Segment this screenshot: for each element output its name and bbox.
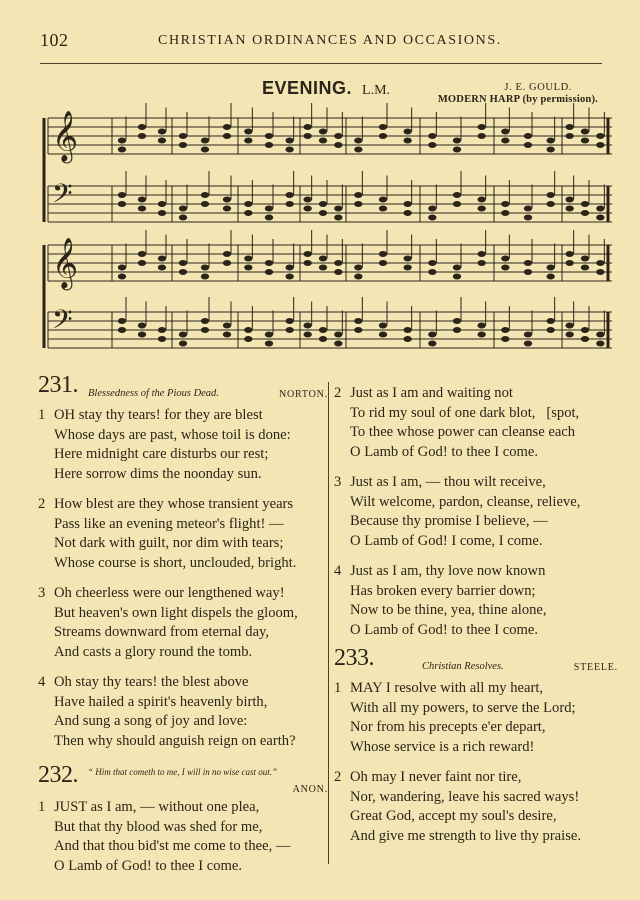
- stanza-number: 1: [38, 407, 46, 423]
- stanza: [334, 679, 624, 757]
- note-head: [303, 332, 311, 338]
- note-head: [428, 142, 436, 148]
- note-head: [524, 341, 532, 347]
- note-head: [596, 260, 604, 266]
- note-head: [285, 147, 293, 153]
- note-head: [428, 206, 436, 212]
- note-head: [179, 341, 187, 347]
- left-column: [38, 372, 328, 887]
- note-head: [244, 138, 252, 144]
- note-head: [244, 129, 252, 135]
- note-head: [354, 147, 362, 153]
- verse-line: [38, 673, 328, 693]
- note-head: [285, 138, 293, 144]
- note-head: [477, 332, 485, 338]
- note-head: [138, 323, 146, 329]
- note-head: [546, 327, 554, 333]
- hymn-title: “ Him that cometh to me, I will in no wise cast out.”: [88, 767, 277, 777]
- note-head: [403, 327, 411, 333]
- note-head: [428, 341, 436, 347]
- note-head: [453, 274, 461, 280]
- stanza: [334, 473, 624, 551]
- note-head: [244, 201, 252, 207]
- note-head: [158, 138, 166, 144]
- note-head: [223, 251, 231, 257]
- note-head: [565, 251, 573, 257]
- verse-line: And casts a glory round the tomb.: [54, 643, 253, 660]
- note-head: [546, 201, 554, 207]
- verse-text: Oh cheerless were our lengthened way!: [54, 585, 285, 601]
- note-head: [565, 323, 573, 329]
- verse-line: O Lamb of God! to thee I come.: [350, 443, 539, 460]
- hymn-heading: [38, 372, 328, 406]
- note-head: [334, 215, 342, 221]
- verse-line: And that thou bid'st me come to thee, —: [54, 838, 291, 854]
- hymn-232-continued: [334, 384, 624, 640]
- note-head: [334, 260, 342, 266]
- verse-text: Oh stay thy tears! the blest above: [54, 674, 249, 690]
- note-head: [265, 215, 273, 221]
- verse-line: And give me strength to live thy praise.: [350, 827, 582, 844]
- note-head: [501, 327, 509, 333]
- stanza: [334, 562, 624, 640]
- note-head: [319, 210, 327, 216]
- note-head: [477, 197, 485, 203]
- note-head: [501, 129, 509, 135]
- note-head: [501, 336, 509, 342]
- hymn-title: Blessedness of the Pious Dead.: [88, 388, 219, 399]
- note-head: [565, 124, 573, 130]
- note-head: [265, 142, 273, 148]
- stanza: [38, 406, 328, 484]
- hymn-233: [334, 645, 624, 846]
- note-head: [477, 133, 485, 139]
- note-head: [379, 124, 387, 130]
- note-head: [201, 318, 209, 324]
- note-head: [428, 133, 436, 139]
- note-head: [428, 215, 436, 221]
- verse-line: [334, 473, 624, 493]
- note-head: [354, 192, 362, 198]
- note-head: [223, 260, 231, 266]
- note-head: [354, 274, 362, 280]
- note-head: [565, 332, 573, 338]
- note-head: [334, 341, 342, 347]
- verse-line: Whose days are past, whose toil is done:: [54, 426, 291, 443]
- verse-line: [334, 768, 624, 788]
- stanza: [38, 495, 328, 573]
- note-head: [223, 323, 231, 329]
- verse-text: MAY I resolve with all my heart,: [350, 680, 544, 696]
- tune-composer: J. E. GOULD.: [504, 82, 572, 93]
- note-head: [581, 201, 589, 207]
- note-head: [581, 210, 589, 216]
- verse-line: [334, 384, 624, 404]
- note-head: [244, 256, 252, 262]
- note-head: [581, 129, 589, 135]
- stanza-number: 1: [334, 680, 342, 696]
- note-head: [223, 124, 231, 130]
- note-head: [118, 147, 126, 153]
- stanza: [38, 673, 328, 751]
- note-head: [581, 256, 589, 262]
- note-head: [118, 318, 126, 324]
- verse-line: O Lamb of God! I come, I come.: [350, 532, 543, 549]
- note-head: [303, 323, 311, 329]
- note-head: [303, 124, 311, 130]
- note-head: [244, 327, 252, 333]
- verse-line: [38, 406, 328, 426]
- note-head: [138, 124, 146, 130]
- note-head: [201, 274, 209, 280]
- note-head: [524, 215, 532, 221]
- note-head: [477, 124, 485, 130]
- stanza: [334, 768, 624, 846]
- tune-meter: L.M.: [362, 83, 391, 98]
- note-head: [453, 318, 461, 324]
- note-head: [379, 251, 387, 257]
- note-head: [244, 336, 252, 342]
- stanza-number: 1: [38, 799, 46, 815]
- note-head: [138, 251, 146, 257]
- note-head: [596, 341, 604, 347]
- verse-line: But heaven's own light dispels the gloom,: [54, 604, 298, 621]
- bass-clef: 𝄢: [52, 177, 73, 216]
- note-head: [201, 201, 209, 207]
- verse-line: Because thy promise I believe, —: [350, 513, 548, 529]
- note-head: [501, 210, 509, 216]
- note-head: [354, 318, 362, 324]
- note-head: [201, 327, 209, 333]
- note-head: [265, 269, 273, 275]
- verse-line: Then why should anguish reign on earth?: [54, 732, 296, 749]
- note-head: [265, 260, 273, 266]
- note-head: [524, 133, 532, 139]
- verse-line: But that thy blood was shed for me,: [54, 818, 263, 835]
- note-head: [223, 133, 231, 139]
- note-head: [138, 206, 146, 212]
- note-head: [319, 256, 327, 262]
- note-head: [379, 260, 387, 266]
- stanza: [38, 798, 328, 876]
- hymn-heading: [334, 645, 624, 679]
- note-head: [477, 251, 485, 257]
- note-head: [565, 197, 573, 203]
- note-head: [403, 210, 411, 216]
- note-head: [303, 251, 311, 257]
- note-head: [546, 147, 554, 153]
- stanza-number: 3: [334, 474, 342, 490]
- verse-line: [334, 562, 624, 582]
- note-head: [118, 265, 126, 271]
- note-head: [403, 201, 411, 207]
- hymn-title: Christian Resolves.: [422, 661, 504, 672]
- note-head: [179, 332, 187, 338]
- note-head: [546, 274, 554, 280]
- verse-line: And sung a song of joy and love:: [54, 713, 248, 729]
- note-head: [118, 274, 126, 280]
- note-head: [596, 269, 604, 275]
- hymn-232: [38, 762, 328, 876]
- note-head: [403, 336, 411, 342]
- note-head: [201, 265, 209, 271]
- note-head: [158, 327, 166, 333]
- note-head: [596, 142, 604, 148]
- note-head: [596, 215, 604, 221]
- note-head: [354, 138, 362, 144]
- note-head: [334, 269, 342, 275]
- note-head: [501, 265, 509, 271]
- note-head: [453, 201, 461, 207]
- verse-text: JUST as I am, — without one plea,: [54, 799, 260, 815]
- note-head: [244, 210, 252, 216]
- stanza: [38, 584, 328, 662]
- note-head: [477, 260, 485, 266]
- note-head: [354, 201, 362, 207]
- verse-line: Here midnight care disturbs our rest;: [54, 446, 269, 462]
- note-head: [285, 327, 293, 333]
- note-head: [118, 327, 126, 333]
- note-head: [428, 269, 436, 275]
- column-divider: [328, 382, 329, 864]
- note-head: [403, 129, 411, 135]
- verse-line: [38, 798, 328, 818]
- note-head: [158, 256, 166, 262]
- hymn-author: STEELE.: [573, 662, 618, 673]
- note-head: [303, 206, 311, 212]
- note-head: [403, 138, 411, 144]
- note-head: [285, 192, 293, 198]
- note-head: [265, 133, 273, 139]
- verse-line: With all my powers, to serve the Lord;: [350, 699, 576, 716]
- verse-text: OH stay thy tears! for they are blest: [54, 407, 263, 423]
- note-head: [319, 327, 327, 333]
- note-head: [223, 197, 231, 203]
- tune-source: MODERN HARP (by permission).: [437, 94, 598, 105]
- note-head: [179, 133, 187, 139]
- note-head: [319, 129, 327, 135]
- verse-line: Great God, accept my soul's desire,: [350, 808, 557, 824]
- note-head: [138, 332, 146, 338]
- note-head: [546, 318, 554, 324]
- note-head: [581, 327, 589, 333]
- verse-line: O Lamb of God! to thee I come.: [54, 857, 243, 874]
- stanza-number: 2: [334, 385, 342, 401]
- note-head: [158, 336, 166, 342]
- note-head: [118, 138, 126, 144]
- note-head: [118, 201, 126, 207]
- verse-text: Just as I am, — thou wilt receive,: [350, 474, 546, 490]
- music-score: [0, 0, 640, 370]
- verse-line: Streams downward from eternal day,: [54, 624, 270, 640]
- note-head: [524, 269, 532, 275]
- verse-line: Not dark with guilt, nor dim with tears;: [54, 535, 284, 551]
- note-head: [138, 133, 146, 139]
- note-head: [319, 138, 327, 144]
- note-head: [319, 336, 327, 342]
- page-number: 102: [40, 30, 69, 50]
- note-head: [179, 206, 187, 212]
- note-head: [453, 138, 461, 144]
- verse-line: To rid my soul of one dark blot, [spot,: [350, 404, 580, 421]
- note-head: [201, 147, 209, 153]
- note-head: [179, 142, 187, 148]
- note-head: [179, 260, 187, 266]
- note-head: [334, 206, 342, 212]
- note-head: [477, 323, 485, 329]
- note-head: [334, 133, 342, 139]
- note-head: [501, 201, 509, 207]
- note-head: [303, 260, 311, 266]
- note-head: [501, 256, 509, 262]
- note-head: [453, 147, 461, 153]
- note-head: [453, 192, 461, 198]
- hymn-231: [38, 372, 328, 751]
- note-head: [158, 201, 166, 207]
- stanza-number: 3: [38, 585, 46, 601]
- note-head: [428, 260, 436, 266]
- note-head: [581, 265, 589, 271]
- stanza-number: 4: [334, 563, 342, 579]
- note-head: [379, 332, 387, 338]
- note-head: [524, 260, 532, 266]
- note-head: [158, 129, 166, 135]
- note-head: [379, 197, 387, 203]
- note-head: [524, 206, 532, 212]
- verse-line: Here sorrow dims the noonday sun.: [54, 465, 262, 482]
- note-head: [403, 256, 411, 262]
- note-head: [201, 192, 209, 198]
- note-head: [524, 332, 532, 338]
- note-head: [565, 260, 573, 266]
- verse-line: Whose service is a rich reward!: [350, 738, 535, 755]
- stanza-number: 4: [38, 674, 46, 690]
- note-head: [565, 133, 573, 139]
- verse-line: Have hailed a spirit's heavenly birth,: [54, 693, 268, 710]
- verse-line: Pass like an evening meteor's flight! —: [54, 515, 284, 532]
- note-head: [334, 142, 342, 148]
- stanza-number: 2: [334, 769, 342, 785]
- note-head: [285, 201, 293, 207]
- note-head: [546, 138, 554, 144]
- hymn-heading: [38, 762, 328, 798]
- note-head: [285, 318, 293, 324]
- note-head: [138, 260, 146, 266]
- note-head: [334, 332, 342, 338]
- treble-clef: 𝄞: [52, 237, 79, 289]
- note-head: [265, 206, 273, 212]
- note-head: [138, 197, 146, 203]
- verse-line: Wilt welcome, pardon, cleanse, relieve,: [350, 493, 581, 510]
- note-head: [118, 192, 126, 198]
- verse-line: Has broken every barrier down;: [350, 582, 536, 599]
- note-head: [265, 332, 273, 338]
- note-head: [265, 341, 273, 347]
- tune-name: EVENING.: [262, 78, 353, 98]
- hymn-number: 231.: [38, 372, 78, 398]
- note-head: [581, 138, 589, 144]
- stanza-number: 2: [38, 496, 46, 512]
- note-head: [453, 327, 461, 333]
- note-head: [158, 265, 166, 271]
- note-head: [201, 138, 209, 144]
- verse-text: Just as I am and waiting not: [350, 385, 513, 401]
- bass-clef: 𝄢: [52, 303, 73, 342]
- note-head: [354, 265, 362, 271]
- note-head: [179, 269, 187, 275]
- treble-clef: 𝄞: [52, 110, 79, 162]
- verse-line: [38, 495, 328, 515]
- verse-text: Just as I am, thy love now known: [350, 563, 546, 579]
- note-head: [501, 138, 509, 144]
- note-head: [179, 215, 187, 221]
- note-head: [596, 133, 604, 139]
- note-head: [379, 133, 387, 139]
- verse-line: Nor from his precepts e'er depart,: [350, 719, 546, 735]
- verse-line: Now to be thine, yea, thine alone,: [350, 602, 547, 618]
- note-head: [546, 192, 554, 198]
- note-head: [244, 265, 252, 271]
- verse-text: Oh may I never faint nor tire,: [350, 769, 522, 785]
- hymn-author: ANON.: [292, 784, 328, 795]
- note-head: [428, 332, 436, 338]
- hymn-author: NORTON.: [279, 389, 328, 400]
- note-head: [303, 133, 311, 139]
- note-head: [565, 206, 573, 212]
- note-head: [596, 206, 604, 212]
- note-head: [379, 323, 387, 329]
- right-column: [334, 378, 624, 857]
- hymn-number: 233.: [334, 645, 374, 671]
- stanza: [334, 384, 624, 462]
- note-head: [403, 265, 411, 271]
- note-head: [285, 274, 293, 280]
- hymn-number: 232.: [38, 762, 78, 788]
- note-head: [524, 142, 532, 148]
- note-head: [319, 265, 327, 271]
- running-title: CHRISTIAN ORDINANCES AND OCCASIONS.: [158, 33, 502, 48]
- note-head: [319, 201, 327, 207]
- verse-line: O Lamb of God! to thee I come.: [350, 621, 539, 638]
- note-head: [581, 336, 589, 342]
- note-head: [354, 327, 362, 333]
- verse-text: How blest are they whose transient years: [54, 496, 294, 512]
- note-head: [223, 206, 231, 212]
- verse-line: To thee whose power can cleanse each: [350, 424, 576, 440]
- verse-line: Nor, wandering, leave his sacred ways!: [350, 788, 580, 805]
- note-head: [477, 206, 485, 212]
- verse-line: [38, 584, 328, 604]
- note-head: [223, 332, 231, 338]
- note-head: [379, 206, 387, 212]
- note-head: [546, 265, 554, 271]
- verse-line: Whose course is short, unclouded, bright.: [54, 554, 297, 571]
- note-head: [453, 265, 461, 271]
- note-head: [158, 210, 166, 216]
- note-head: [596, 332, 604, 338]
- verse-line: [334, 679, 624, 699]
- note-head: [303, 197, 311, 203]
- note-head: [285, 265, 293, 271]
